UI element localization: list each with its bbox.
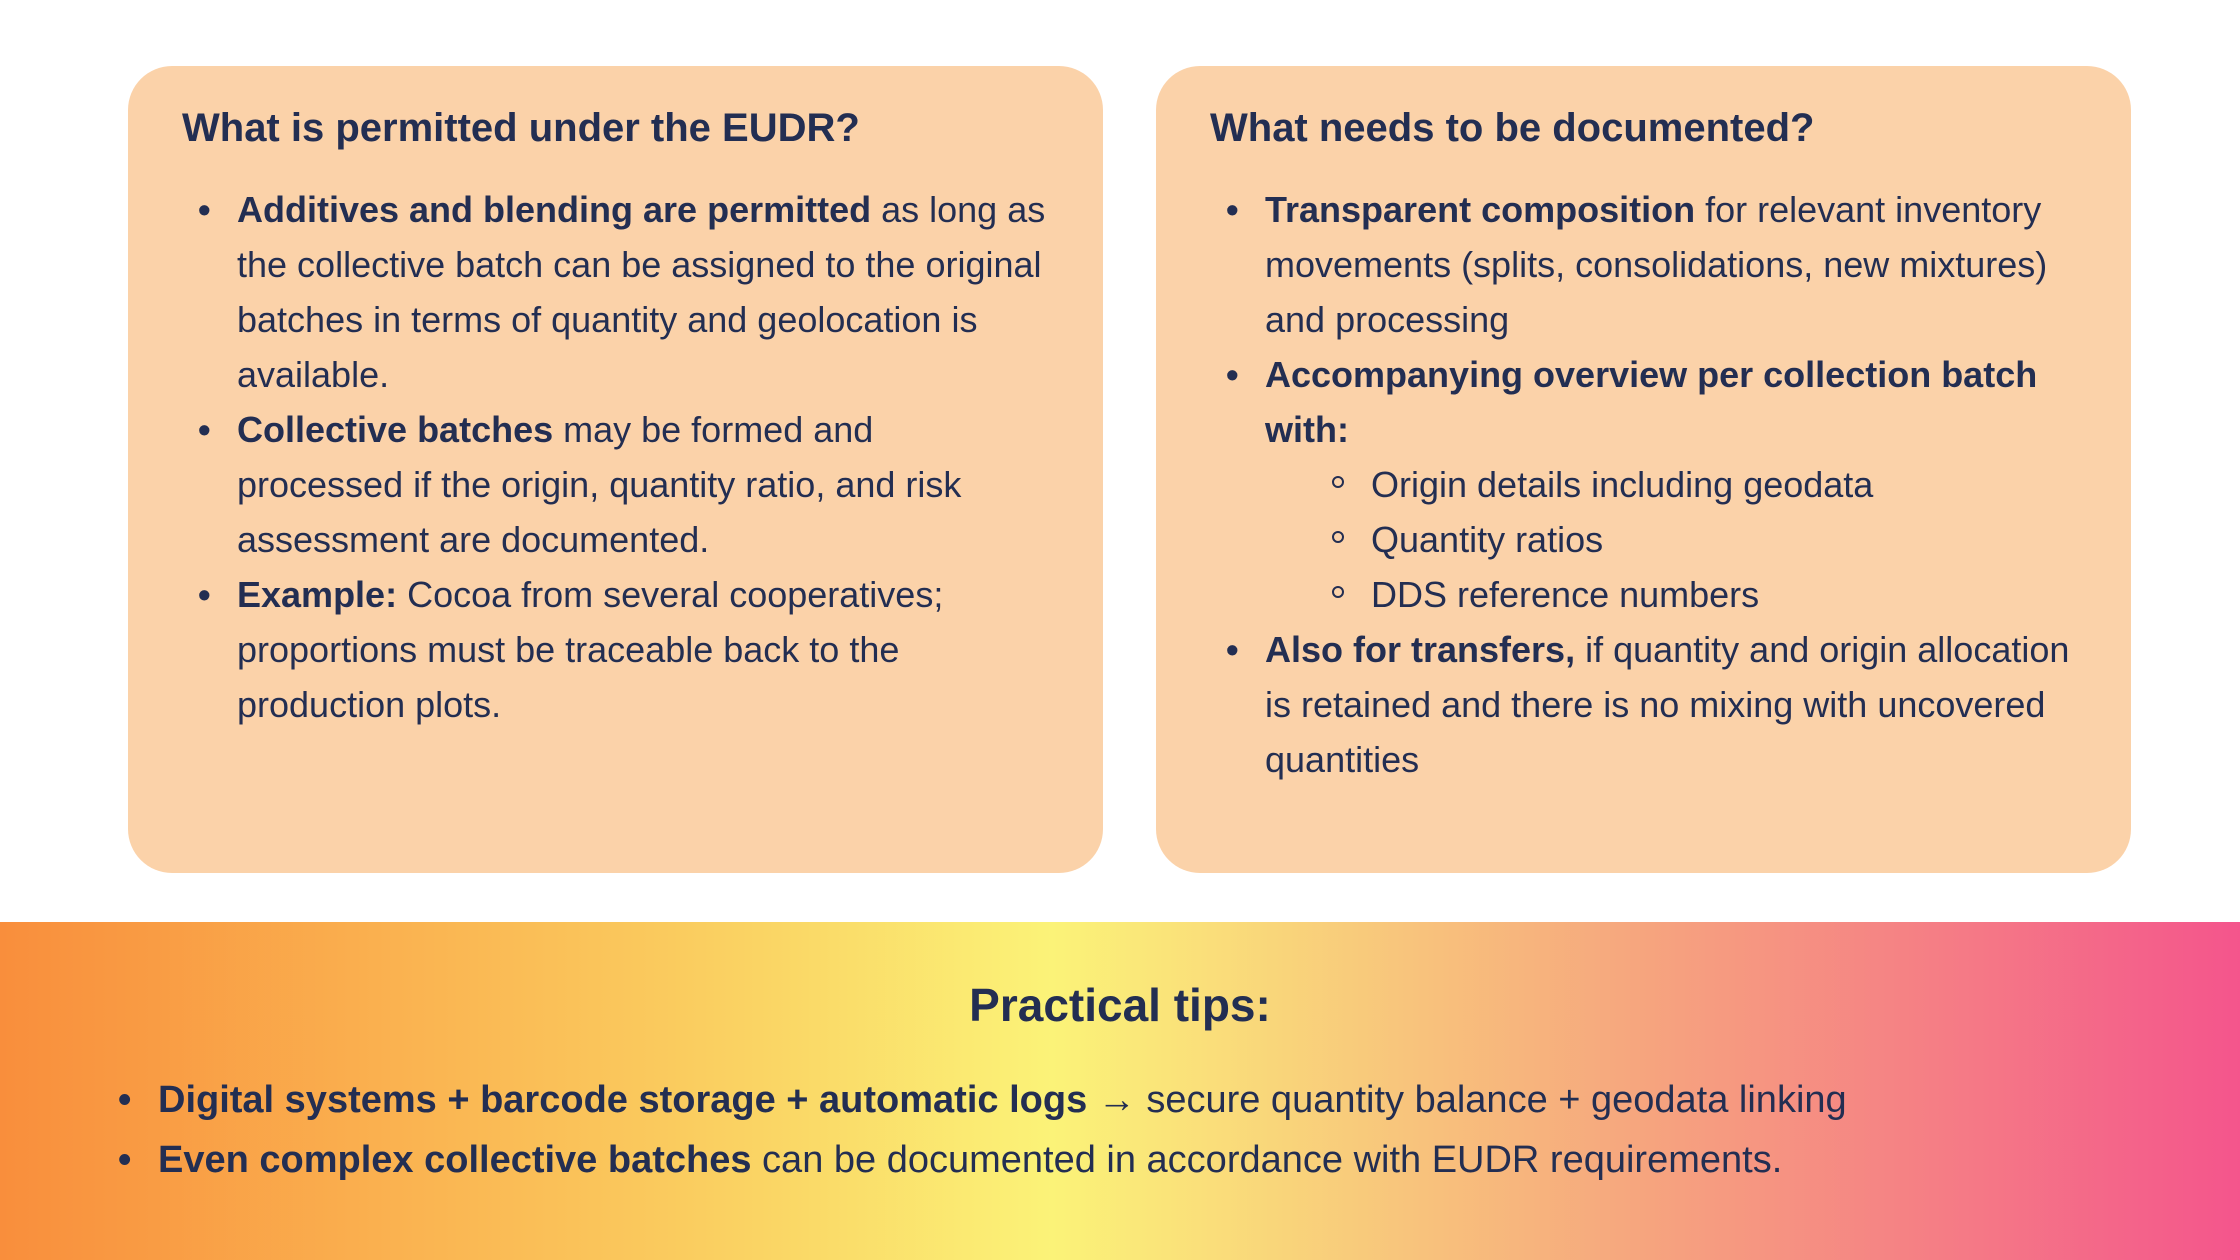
practical-tips-list (104, 1070, 2240, 1190)
bullet-bold-text: Example: (237, 574, 398, 615)
bullet-rest-text: as long as the collective batch can be assigned to the original batches in terms of quantity and geolocation is available. (237, 189, 1046, 395)
bullet-bold-text: Accompanying overview per collection batch with: (1265, 354, 2038, 450)
card-documented (1156, 66, 2131, 873)
bullet-rest-text: Cocoa from several cooperatives; proportions must be traceable back to the production plots. (237, 574, 944, 725)
sub-list-item: DDS reference numbers (1326, 567, 2077, 622)
bullet-rest-text: can be documented in accordance with EUDR requirements. (751, 1139, 1783, 1181)
bullet-bold-text: Transparent composition (1265, 189, 1696, 230)
bullet-bold-text: Digital systems + barcode storage + automatic logs → (158, 1079, 1136, 1121)
practical-tips-title: Practical tips: (969, 979, 1271, 1031)
list-item (1210, 622, 2077, 787)
bullet-bold-text: Even complex collective batches (158, 1139, 752, 1181)
card-permitted-list (182, 182, 1049, 732)
bullet-rest-text: may be formed and processed if the origin, quantity ratio, and risk assessment are documented. (237, 409, 962, 560)
sub-list-item: Origin details including geodata (1326, 457, 2077, 512)
list-item (1210, 347, 2077, 622)
practical-tips-banner (0, 922, 2240, 1260)
list-item (182, 567, 1049, 732)
list-item (182, 402, 1049, 567)
card-permitted (128, 66, 1103, 873)
list-item (104, 1130, 2240, 1190)
bullet-rest-text: secure quantity balance + geodata linking (1135, 1079, 1847, 1121)
sub-list-item: Quantity ratios (1326, 512, 2077, 567)
list-item (1210, 182, 2077, 347)
bullet-rest-text: for relevant inventory movements (splits, consolidations, new mixtures) and processing (1265, 189, 2048, 340)
card-documented-list (1210, 182, 2077, 787)
sub-list (1265, 457, 2077, 622)
list-item (104, 1070, 2240, 1130)
card-permitted-title: What is permitted under the EUDR? (182, 106, 860, 150)
card-documented-title: What needs to be documented? (1210, 106, 1815, 150)
list-item (182, 182, 1049, 402)
bullet-bold-text: Also for transfers, (1265, 629, 1576, 670)
bullet-bold-text: Collective batches (237, 409, 554, 450)
bullet-bold-text: Additives and blending are permitted (237, 189, 872, 230)
bullet-rest-text: if quantity and origin allocation is retained and there is no mixing with uncovered quantities (1265, 629, 2070, 780)
